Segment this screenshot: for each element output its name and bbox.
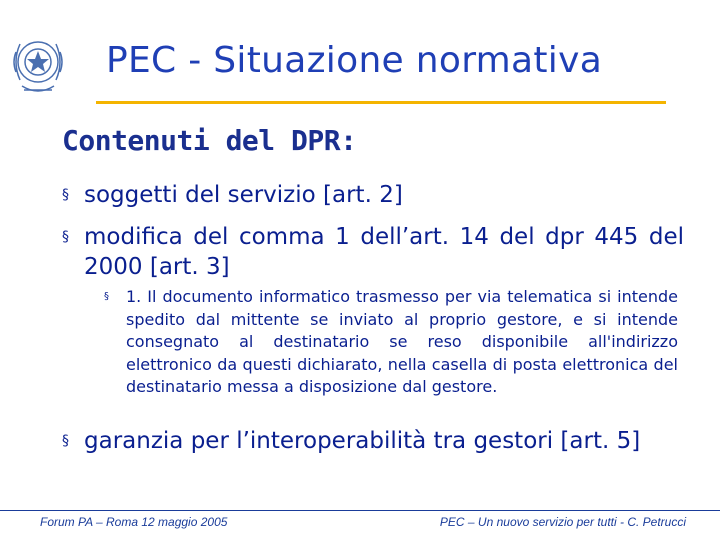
bullet-text: modifica del comma 1 dell’art. 14 del dpr 445 del 2000 [art. 3] <box>84 224 684 280</box>
footer-author: PEC – Un nuovo servizio per tutti - C. Petrucci <box>439 515 686 529</box>
italian-republic-emblem-icon <box>10 32 66 96</box>
footer-divider <box>0 510 720 511</box>
sub-bullet-item <box>104 286 684 420</box>
slide-title: PEC - Situazione normativa <box>106 40 603 81</box>
slide-subtitle: Contenuti del DPR: <box>62 124 357 157</box>
bullet-marker-icon: § <box>62 187 69 203</box>
bullet-marker-icon: § <box>62 433 69 449</box>
bullet-text: garanzia per l’interoperabilità tra gestori [art. 5] <box>84 428 641 454</box>
bullet-item <box>62 180 682 210</box>
bullet-marker-icon: § <box>104 291 109 302</box>
bullet-text: soggetti del servizio [art. 2] <box>84 182 403 208</box>
title-underline <box>96 101 666 104</box>
sub-bullet-text: 1. Il documento informatico trasmesso per via telematica si intende spedito dal mittente se inviato al proprio gestore, e si intende consegnato al destinatario se reso disponibile all'indirizzo elettronico da questi dichiarato, nella casella di posta elettronica del destinatario messa a disposizione dal gestore. <box>126 287 678 396</box>
bullet-marker-icon: § <box>62 229 69 245</box>
footer-event: Forum PA – Roma 12 maggio 2005 <box>40 515 228 529</box>
bullet-item <box>62 426 682 488</box>
bullet-item <box>62 222 682 284</box>
